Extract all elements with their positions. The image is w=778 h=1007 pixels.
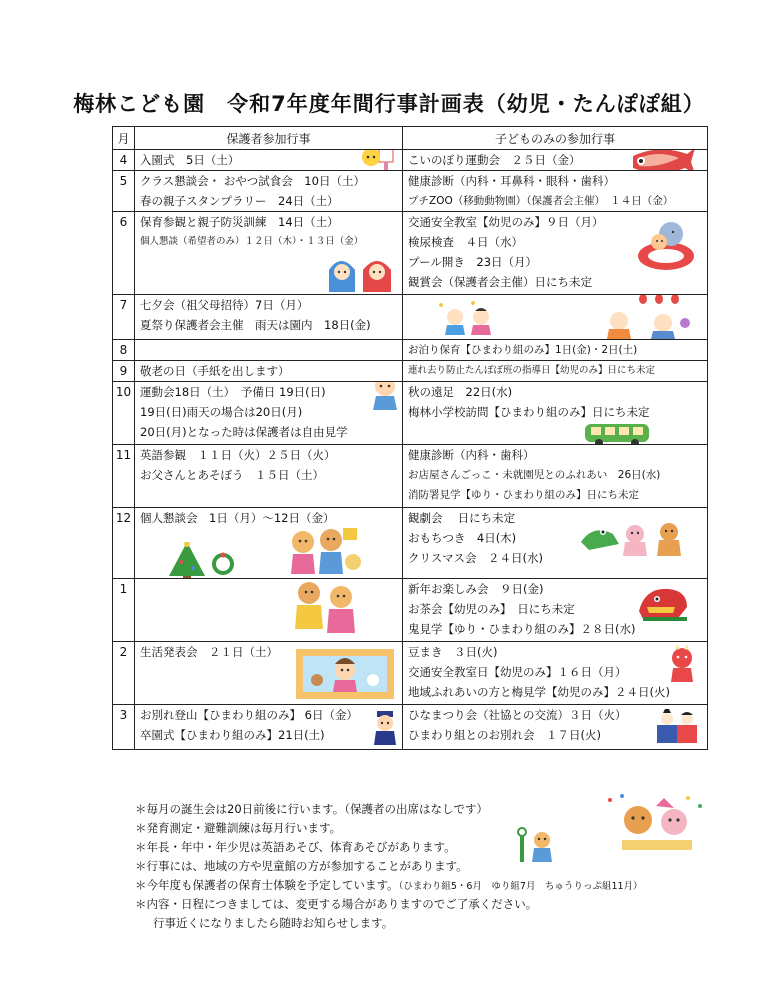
parent-events-cell bbox=[135, 295, 403, 340]
month-cell: 10 bbox=[113, 382, 135, 445]
event-text: 保育参観と親子防災訓練 14日（土） bbox=[140, 215, 339, 229]
month-cell: 2 bbox=[113, 642, 135, 705]
parent-events-cell bbox=[135, 642, 403, 705]
parent-events-cell bbox=[135, 171, 403, 212]
parent-events-cell bbox=[135, 508, 403, 579]
table-row bbox=[113, 171, 708, 212]
event-text: 梅林小学校訪問【ひまわり組のみ】日にち未定 bbox=[408, 405, 650, 419]
event-text: 七夕会（祖父母招待）7日（月） bbox=[140, 298, 309, 312]
event-text: 鬼見学【ゆり・ひまわり組のみ】２８日(水) bbox=[408, 622, 636, 636]
event-text: ひまわり組とのお別れ会 １７日(火) bbox=[408, 728, 601, 742]
note-line: ＊発育測定・避難訓練は毎月行います。 bbox=[135, 821, 342, 835]
excursion-bus-illustration bbox=[583, 422, 653, 445]
month-cell: 7 bbox=[113, 295, 135, 340]
table-header-row bbox=[113, 127, 708, 150]
event-text: 卒園式【ひまわり組のみ】21日(土) bbox=[140, 728, 325, 742]
event-text: クラス懇談会・ おやつ試食会 10日（土） bbox=[140, 174, 365, 188]
parent-events-cell bbox=[135, 445, 403, 508]
parent-events-cell bbox=[135, 705, 403, 750]
parent-events-cell bbox=[135, 361, 403, 382]
event-text: お父さんとあそぼう １５日（土） bbox=[140, 468, 324, 482]
header-parents: 保護者参加行事 bbox=[135, 127, 403, 150]
event-text: 夏祭り保護者会主催 雨天は園内 18日(金) bbox=[140, 318, 371, 332]
child-events-cell bbox=[403, 212, 708, 295]
event-text: 春の親子スタンプラリー 24日（土） bbox=[140, 194, 339, 208]
note-line bbox=[135, 876, 643, 895]
page-title: 梅林こども園 令和7年度年間行事計画表（幼児・たんぽぽ組） bbox=[73, 92, 705, 116]
kids-with-animals-illustration bbox=[285, 526, 365, 579]
table-row bbox=[113, 642, 708, 705]
event-text: 検尿検査 ４日（水） bbox=[408, 235, 523, 249]
month-cell: 4 bbox=[113, 150, 135, 171]
summer-festival-illustration bbox=[603, 295, 693, 340]
event-text: 敬老の日（手紙を出します） bbox=[140, 364, 290, 378]
parent-events-cell bbox=[135, 579, 403, 642]
event-text: おもちつき 4日(木) bbox=[408, 531, 517, 545]
event-text: 生活発表会 ２１日（土） bbox=[140, 645, 278, 659]
event-text: 消防署見学【ゆり・ひまわり組のみ】日にち未定 bbox=[408, 489, 639, 501]
kids-raincoat-illustration bbox=[325, 250, 397, 294]
event-text: クリスマス会 ２４日(水) bbox=[408, 551, 544, 565]
event-text: 運動会18日（土） 予備日 19日(日) bbox=[140, 385, 326, 399]
parent-events-cell bbox=[135, 212, 403, 295]
note-line: ＊毎月の誕生会は20日前後に行います。（保護者の出席はなしです） bbox=[135, 802, 488, 816]
notes bbox=[135, 800, 643, 933]
month-cell: 11 bbox=[113, 445, 135, 508]
event-text: 19日(日)雨天の場合は20日(月) bbox=[140, 405, 303, 419]
christmas-tree-illustration bbox=[165, 542, 237, 579]
month-cell: 8 bbox=[113, 340, 135, 361]
header-children: 子どものみの参加行事 bbox=[403, 127, 708, 150]
child-events-cell bbox=[403, 295, 708, 340]
schedule-table bbox=[112, 126, 708, 750]
table-row bbox=[113, 212, 708, 295]
table-row bbox=[113, 150, 708, 171]
note-line: ＊行事には、地域の方や児童館の方が参加することがあります。 bbox=[135, 859, 468, 873]
event-text: プチZOO（移動動物園）（保護者会主催） １４日（金） bbox=[408, 195, 674, 207]
height-measure-illustration bbox=[512, 826, 558, 864]
table-row bbox=[113, 445, 708, 508]
month-cell: 3 bbox=[113, 705, 135, 750]
dog-kids-illustration bbox=[285, 579, 365, 635]
event-text: お別れ登山【ひまわり組のみ】 6日（金） bbox=[140, 708, 358, 722]
child-events-cell bbox=[403, 340, 708, 361]
event-text: 健康診断（内科・耳鼻科・眼科・歯科） bbox=[408, 174, 615, 188]
month-cell: 9 bbox=[113, 361, 135, 382]
event-text: 入園式 5日（土） bbox=[140, 153, 240, 167]
event-text: こいのぼり運動会 ２５日（金） bbox=[408, 153, 581, 167]
month-cell: 12 bbox=[113, 508, 135, 579]
header-month: 月 bbox=[113, 127, 135, 150]
child-events-cell bbox=[403, 382, 708, 445]
event-text: 健康診断（内科・歯科） bbox=[408, 448, 535, 462]
event-text: 交通安全教室日【幼児のみ】１６日（月） bbox=[408, 665, 627, 679]
event-text: 連れ去り防止たんぽぽ班の指導日【幼児のみ】日にち未定 bbox=[408, 365, 656, 376]
parent-events-cell bbox=[135, 382, 403, 445]
month-cell: 1 bbox=[113, 579, 135, 642]
parent-events-cell bbox=[135, 340, 403, 361]
event-text: 個人懇談（希望者のみ）１２日（木）・１３日（金） bbox=[140, 236, 364, 247]
event-text: プール開き 23日（月） bbox=[408, 255, 538, 269]
birthday-party-illustration bbox=[602, 792, 706, 856]
child-events-cell bbox=[403, 361, 708, 382]
event-text: お泊り保育【ひまわり組のみ】1日(金)・2日(土) bbox=[408, 344, 638, 356]
child-events-cell bbox=[403, 642, 708, 705]
event-text: 英語参観 １１日（火）２５日（火） bbox=[140, 448, 336, 462]
child-events-cell bbox=[403, 705, 708, 750]
event-text: ひなまつり会（社協との交流）３日（火） bbox=[408, 708, 627, 722]
event-text: 観劇会 日にち未定 bbox=[408, 511, 516, 525]
event-text: 新年お楽しみ会 ９日(金) bbox=[408, 582, 544, 596]
table-row bbox=[113, 705, 708, 750]
child-events-cell bbox=[403, 508, 708, 579]
event-text: お店屋さんごっこ・未就園児とのふれあい 26日(水) bbox=[408, 469, 661, 481]
table-row bbox=[113, 579, 708, 642]
table-row bbox=[113, 382, 708, 445]
event-text: 観賞会（保護者会主催）日にち未定 bbox=[408, 275, 592, 289]
event-text: 秋の遠足 22日(水) bbox=[408, 385, 513, 399]
event-text: 個人懇談会 1日（月）～12日（金） bbox=[140, 511, 335, 525]
event-text: 地域ふれあいの方と梅見学【幼児のみ】２４日(火) bbox=[408, 685, 670, 699]
event-text: お茶会【幼児のみ】 日にち未定 bbox=[408, 602, 575, 616]
table-row bbox=[113, 361, 708, 382]
note-line: ＊年長・年中・年少児は英語あそび、体育あそびがあります。 bbox=[135, 840, 456, 854]
parent-events-cell bbox=[135, 139, 403, 171]
table-row bbox=[113, 340, 708, 361]
event-text: 交通安全教室【幼児のみ】９日（月） bbox=[408, 215, 604, 229]
child-events-cell bbox=[403, 171, 708, 212]
note-text: ＊今年度も保護者の保育士体験を予定しています。 bbox=[135, 878, 399, 892]
entrance-ceremony-sign-illustration: 入園式 bbox=[357, 150, 401, 171]
note-line: ＊内容・日程につきましては、変更する場合がありますのでご了承ください。 bbox=[135, 897, 538, 911]
tanabata-illustration bbox=[433, 299, 503, 335]
child-events-cell bbox=[403, 445, 708, 508]
child-events-cell bbox=[403, 579, 708, 642]
table-row bbox=[113, 508, 708, 579]
month-cell: 5 bbox=[113, 171, 135, 212]
child-events-cell bbox=[403, 150, 708, 171]
note-detail: （ひまわり組5・6月 ゆり組7月 ちゅうりっぷ組11月） bbox=[398, 881, 643, 892]
month-cell: 6 bbox=[113, 212, 135, 295]
note-line: 行事近くになりましたら随時お知らせします。 bbox=[153, 916, 394, 930]
event-text: 豆まき ３日(火) bbox=[408, 645, 498, 659]
table-row bbox=[113, 295, 708, 340]
event-text: 20日(月)となった時は保護者は自由見学 bbox=[140, 425, 348, 439]
